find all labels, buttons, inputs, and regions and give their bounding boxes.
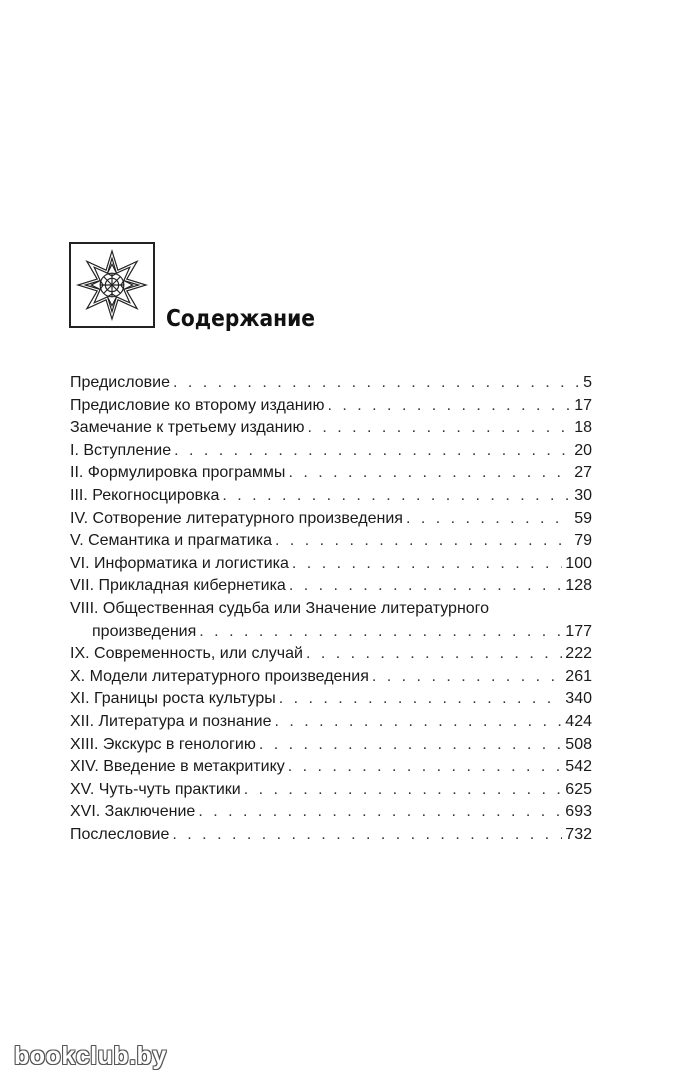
toc-entry[interactable]	[70, 801, 592, 824]
toc-entry-title: VI. Информатика и логистика	[70, 554, 289, 572]
dot-leader	[307, 417, 571, 440]
toc-entry-title: XI. Границы роста культуры	[70, 690, 276, 708]
watermark: bookclub.by	[14, 1042, 167, 1070]
dot-leader	[372, 666, 562, 689]
toc-entry-page: 100	[565, 554, 592, 572]
toc-entry-page: 20	[574, 441, 592, 459]
toc-entry-title: IX. Современность, или случай	[70, 645, 303, 663]
toc-entry-title: Послесловие	[70, 825, 170, 843]
toc-entry-title: IV. Сотворение литературного произведения	[70, 509, 403, 527]
toc-entry[interactable]	[70, 553, 592, 576]
dot-leader	[222, 485, 571, 508]
toc-entry-title: XIII. Экскурс в генологию	[70, 735, 256, 753]
toc-entry-title: I. Вступление	[70, 441, 172, 459]
toc-entry-page: 340	[565, 690, 592, 708]
star-rosette-ornament-icon	[75, 248, 149, 322]
toc-entry[interactable]	[70, 395, 592, 418]
toc-entry-page: 177	[565, 622, 592, 640]
toc-entry-title: VIII. Общественная судьба или Значение литературного	[70, 599, 490, 617]
toc-entry[interactable]	[70, 824, 592, 847]
toc-entry-title: II. Формулировка программы	[70, 464, 286, 482]
dot-leader	[172, 824, 562, 847]
dot-leader	[244, 779, 563, 802]
dot-leader	[279, 688, 563, 711]
toc-entry[interactable]	[70, 734, 592, 757]
toc-entry-title: XVI. Заключение	[70, 803, 196, 821]
toc-entry-page: 508	[565, 735, 592, 753]
toc-entry[interactable]	[70, 756, 592, 779]
toc-entry-page: 17	[574, 396, 592, 414]
dot-leader	[327, 395, 571, 418]
toc-entry-page: 222	[565, 645, 592, 663]
toc-entry-page: 625	[565, 780, 592, 798]
toc-entry[interactable]	[70, 485, 592, 508]
toc-entry[interactable]	[70, 779, 592, 802]
dot-leader	[406, 508, 571, 531]
toc-entry-page: 693	[565, 803, 592, 821]
toc-entry-page: 542	[565, 758, 592, 776]
toc-entry-title-continued: произведения	[92, 622, 197, 640]
dot-leader	[288, 462, 571, 485]
toc-entry-title: VII. Прикладная кибернетика	[70, 577, 286, 595]
dot-leader	[199, 621, 562, 644]
dot-leader	[289, 575, 562, 598]
toc-entry[interactable]	[70, 598, 592, 643]
toc-entry-title: XV. Чуть-чуть практики	[70, 780, 241, 798]
toc-entry-page: 18	[574, 419, 592, 437]
dot-leader	[173, 372, 580, 395]
toc-entry[interactable]	[70, 440, 592, 463]
toc-entry-page: 424	[565, 712, 592, 730]
dot-leader	[306, 643, 562, 666]
toc-entry[interactable]	[70, 666, 592, 689]
toc-entry-page: 59	[574, 509, 592, 527]
dot-leader	[259, 734, 562, 757]
dot-leader	[275, 530, 571, 553]
toc-entry[interactable]	[70, 417, 592, 440]
toc-entry-title: XIV. Введение в метакритику	[70, 758, 285, 776]
toc-entry[interactable]	[70, 508, 592, 531]
toc-entry[interactable]	[70, 711, 592, 734]
toc-entry-page: 261	[565, 667, 592, 685]
dot-leader	[288, 756, 563, 779]
toc-entry-title: Замечание к третьему изданию	[70, 419, 305, 437]
toc-entry[interactable]	[70, 575, 592, 598]
dot-leader	[292, 553, 562, 576]
dot-leader	[198, 801, 562, 824]
chapter-emblem	[69, 242, 155, 328]
toc-entry-title: X. Модели литературного произведения	[70, 667, 369, 685]
toc-entry-page: 5	[583, 374, 592, 391]
toc-entry[interactable]	[70, 372, 592, 395]
toc-entry[interactable]	[70, 688, 592, 711]
toc-entry-title: Предисловие ко второму изданию	[70, 396, 325, 414]
page-title: Содержание	[166, 306, 316, 332]
toc-entry-page: 30	[574, 486, 592, 504]
table-of-contents	[70, 372, 592, 846]
dot-leader	[174, 440, 571, 463]
toc-entry-title: V. Семантика и прагматика	[70, 532, 272, 550]
toc-entry[interactable]	[70, 462, 592, 485]
dot-leader	[274, 711, 562, 734]
toc-entry-page: 128	[565, 577, 592, 595]
toc-entry-page: 732	[565, 825, 592, 843]
toc-entry-page: 27	[574, 464, 592, 482]
toc-entry-title: III. Рекогносцировка	[70, 486, 220, 504]
toc-entry-title: XII. Литература и познание	[70, 712, 272, 730]
toc-entry-title: Предисловие	[70, 374, 170, 391]
toc-entry[interactable]	[70, 530, 592, 553]
toc-entry[interactable]	[70, 643, 592, 666]
toc-entry-page: 79	[574, 532, 592, 550]
